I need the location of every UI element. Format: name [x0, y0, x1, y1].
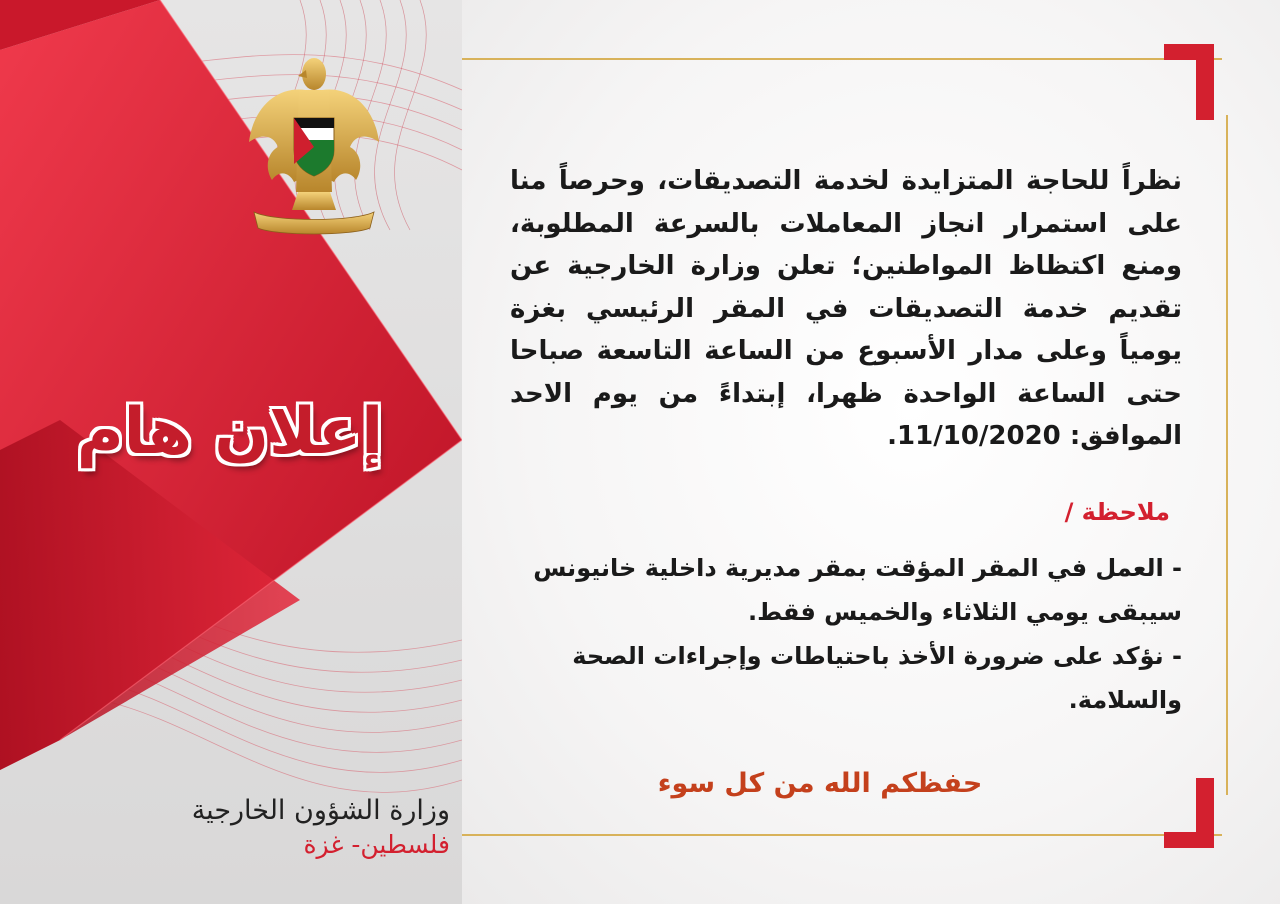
announcement-body: نظراً للحاجة المتزايدة لخدمة التصديقات، وحرصاً منا على استمرار انجاز المعاملات بالسرعة المطلوبة، ومنع اكتظاظ المواطنين؛ تعلن وزارة الخارجية عن تقديم خدمة التصديقات في المقر الرئيسي بغزة يومياً وعلى مدار الأسبوع من الساعة التاسعة صباحا حتى الساعة الواحدة ظهرا، إبتداءً من يوم الاحد الموافق: 11/10/2020. [510, 166, 1182, 451]
note-heading: ملاحظة / [1064, 498, 1170, 526]
left-banner-panel [0, 0, 462, 904]
frame-corner-bottom-right [1164, 778, 1214, 848]
closing-blessing: حفظكم الله من كل سوء [657, 768, 983, 799]
announcement-headline: إعلان هام [76, 395, 384, 469]
ministry-signature [120, 795, 450, 859]
palestine-eagle-emblem-icon [244, 52, 384, 238]
frame-corner-top-right [1164, 44, 1214, 120]
ministry-name: وزارة الشؤون الخارجية [191, 795, 450, 826]
ministry-location: فلسطين- غزة [303, 830, 450, 859]
frame-top-line [462, 58, 1222, 60]
frame-right-line [1226, 115, 1228, 795]
note-item: - العمل في المقر المؤقت بمقر مديرية داخلية خانيونس سيبقى يومي الثلاثاء والخميس فقط. [533, 554, 1182, 626]
frame-bottom-line [462, 834, 1222, 836]
note-item: - نؤكد على ضرورة الأخذ باحتياطات وإجراءات الصحة والسلامة. [572, 642, 1182, 714]
